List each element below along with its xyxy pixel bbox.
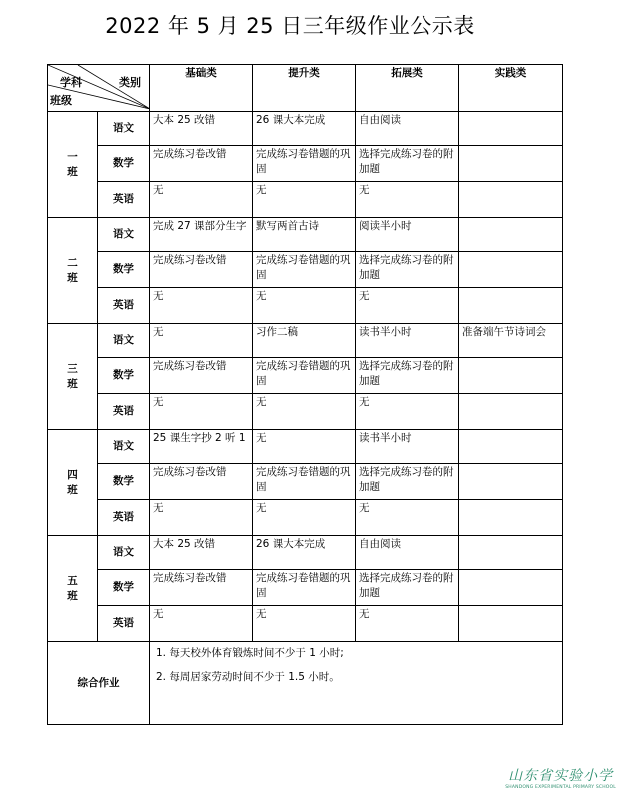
subject-cell: 语文	[98, 112, 150, 146]
homework-cell: 无	[253, 606, 356, 642]
homework-cell: 完成练习卷错题的巩固	[253, 146, 356, 182]
subject-cell: 数学	[98, 358, 150, 394]
homework-cell: 完成 27 课部分生字	[150, 218, 253, 252]
homework-cell: 完成练习卷改错	[150, 146, 253, 182]
homework-cell: 大本 25 改错	[150, 536, 253, 570]
table-row	[48, 570, 563, 606]
homework-cell: 完成练习卷错题的巩固	[253, 252, 356, 288]
homework-cell	[459, 146, 563, 182]
homework-cell: 完成练习卷错题的巩固	[253, 358, 356, 394]
homework-cell: 阅读半小时	[356, 218, 459, 252]
subject-cell: 英语	[98, 394, 150, 430]
subject-cell: 英语	[98, 500, 150, 536]
homework-cell: 26 课大本完成	[253, 112, 356, 146]
homework-cell: 无	[150, 324, 253, 358]
homework-cell	[459, 606, 563, 642]
homework-cell: 无	[356, 288, 459, 324]
category-header-label: 类别	[119, 76, 141, 89]
homework-cell: 无	[150, 500, 253, 536]
class-name-cell	[48, 112, 98, 218]
homework-cell	[459, 394, 563, 430]
subject-cell: 数学	[98, 252, 150, 288]
subject-cell: 语文	[98, 430, 150, 464]
homework-cell: 无	[253, 394, 356, 430]
table-row	[48, 394, 563, 430]
homework-cell: 无	[150, 606, 253, 642]
class-name-part: 班	[67, 377, 78, 390]
header-row	[48, 65, 563, 112]
subject-header-label: 学科	[60, 76, 82, 89]
homework-cell: 选择完成练习卷的附加题	[356, 146, 459, 182]
page-title: 2022 年 5 月 25 日三年级作业公示表	[105, 14, 475, 38]
table-row	[48, 252, 563, 288]
subject-cell: 语文	[98, 218, 150, 252]
homework-cell: 无	[150, 394, 253, 430]
column-header-practice: 实践类	[459, 65, 563, 112]
summary-row	[48, 642, 563, 725]
class-name-part: 班	[67, 165, 78, 178]
class-name-part: 班	[67, 271, 78, 284]
homework-cell: 完成练习卷错题的巩固	[253, 570, 356, 606]
class-name-cell	[48, 324, 98, 430]
homework-cell: 无	[253, 500, 356, 536]
class-name-cell	[48, 536, 98, 642]
homework-cell	[459, 536, 563, 570]
column-header-basic: 基础类	[150, 65, 253, 112]
homework-cell	[459, 570, 563, 606]
homework-cell: 习作二稿	[253, 324, 356, 358]
homework-cell: 读书半小时	[356, 430, 459, 464]
homework-cell: 完成练习卷改错	[150, 570, 253, 606]
homework-cell: 选择完成练习卷的附加题	[356, 252, 459, 288]
table-row	[48, 288, 563, 324]
summary-content	[150, 642, 563, 725]
class-name-cell	[48, 218, 98, 324]
homework-cell: 无	[356, 182, 459, 218]
homework-cell: 完成练习卷错题的巩固	[253, 464, 356, 500]
homework-cell: 选择完成练习卷的附加题	[356, 464, 459, 500]
summary-item: 2. 每周居家劳动时间不少于 1.5 小时。	[156, 671, 340, 683]
homework-cell: 26 课大本完成	[253, 536, 356, 570]
homework-cell: 无	[253, 288, 356, 324]
subject-cell: 语文	[98, 324, 150, 358]
class-name-part: 五	[67, 574, 78, 587]
table-row	[48, 500, 563, 536]
homework-cell	[459, 252, 563, 288]
table-row	[48, 182, 563, 218]
school-name-cn: 山东省实验小学	[508, 768, 614, 784]
school-name-en: SHANDONG EXPERIMENTAL PRIMARY SCHOOL	[505, 785, 616, 790]
table-row	[48, 606, 563, 642]
table-row	[48, 218, 563, 252]
homework-cell: 无	[253, 430, 356, 464]
column-header-extend: 拓展类	[356, 65, 459, 112]
subject-cell: 数学	[98, 464, 150, 500]
subject-cell: 数学	[98, 146, 150, 182]
class-name-part: 班	[67, 589, 78, 602]
homework-cell	[459, 182, 563, 218]
homework-cell: 无	[150, 182, 253, 218]
table-row	[48, 430, 563, 464]
class-name-part: 四	[67, 468, 78, 481]
homework-table	[47, 64, 563, 725]
homework-cell	[459, 358, 563, 394]
class-name-part: 一	[67, 150, 78, 163]
subject-cell: 英语	[98, 606, 150, 642]
summary-label: 综合作业	[48, 642, 150, 725]
school-logo	[505, 765, 616, 790]
table-row	[48, 464, 563, 500]
class-name-part: 二	[67, 256, 78, 269]
table-row	[48, 536, 563, 570]
subject-cell: 英语	[98, 182, 150, 218]
homework-cell: 无	[356, 606, 459, 642]
subject-cell: 语文	[98, 536, 150, 570]
subject-cell: 数学	[98, 570, 150, 606]
column-header-improve: 提升类	[253, 65, 356, 112]
homework-cell	[459, 430, 563, 464]
homework-cell: 选择完成练习卷的附加题	[356, 358, 459, 394]
homework-cell: 自由阅读	[356, 112, 459, 146]
homework-cell	[459, 112, 563, 146]
table-row	[48, 358, 563, 394]
homework-cell	[459, 218, 563, 252]
subject-cell: 英语	[98, 288, 150, 324]
homework-cell: 完成练习卷改错	[150, 358, 253, 394]
homework-cell: 自由阅读	[356, 536, 459, 570]
class-name-part: 班	[67, 483, 78, 496]
homework-cell	[459, 464, 563, 500]
homework-cell: 默写两首古诗	[253, 218, 356, 252]
homework-cell: 完成练习卷改错	[150, 464, 253, 500]
table-row	[48, 112, 563, 146]
homework-cell: 25 课生字抄 2 听 1	[150, 430, 253, 464]
homework-cell: 准备端午节诗词会	[459, 324, 563, 358]
homework-cell: 完成练习卷改错	[150, 252, 253, 288]
class-header-label: 班级	[50, 94, 72, 107]
table-row	[48, 146, 563, 182]
class-name-cell	[48, 430, 98, 536]
homework-cell	[459, 288, 563, 324]
homework-cell: 无	[150, 288, 253, 324]
homework-cell: 无	[356, 500, 459, 536]
summary-item: 1. 每天校外体育锻炼时间不少于 1 小时;	[156, 647, 344, 659]
class-name-part: 三	[67, 362, 78, 375]
homework-cell: 大本 25 改错	[150, 112, 253, 146]
homework-cell: 无	[356, 394, 459, 430]
homework-cell: 读书半小时	[356, 324, 459, 358]
diagonal-header-cell	[48, 65, 150, 112]
table-row	[48, 324, 563, 358]
homework-cell: 无	[253, 182, 356, 218]
homework-cell	[459, 500, 563, 536]
homework-cell: 选择完成练习卷的附加题	[356, 570, 459, 606]
